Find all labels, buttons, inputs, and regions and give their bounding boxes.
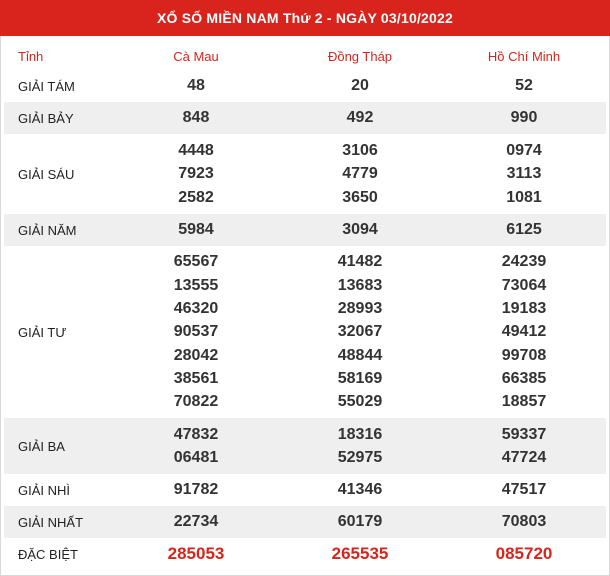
prize-cell-ca-mau [114, 214, 278, 246]
winning-number: 22734 [173, 513, 219, 531]
winning-number: 13683 [337, 276, 383, 294]
winning-number: 085720 [495, 544, 553, 564]
prize-cell-ho-chi-minh [442, 418, 606, 474]
winning-number: 1081 [506, 188, 542, 206]
winning-number: 3094 [342, 221, 378, 239]
prize-row [4, 134, 606, 214]
winning-number: 55029 [337, 393, 383, 411]
prize-name: GIẢI BẢY [18, 110, 74, 126]
prize-row [4, 214, 606, 246]
winning-number: 18316 [337, 425, 383, 443]
prize-name: GIẢI NĂM [18, 222, 77, 238]
winning-number: 70822 [173, 393, 219, 411]
prize-cell-ho-chi-minh [442, 102, 606, 134]
prize-name: GIẢI NHẤT [18, 514, 84, 530]
winning-number: 59337 [501, 425, 547, 443]
prize-name: ĐẶC BIỆT [18, 546, 78, 562]
prize-name: GIẢI BA [18, 438, 65, 454]
winning-number: 66385 [501, 369, 547, 387]
prize-cell-ca-mau [114, 506, 278, 538]
prize-row [4, 70, 606, 102]
winning-number: 18857 [501, 393, 547, 411]
winning-number: 3650 [342, 188, 378, 206]
prize-name: GIẢI SÁU [18, 166, 75, 182]
winning-number: 38561 [173, 369, 219, 387]
prize-row [4, 246, 606, 418]
prize-cell-dong-thap [278, 474, 442, 506]
prize-cell-ca-mau [114, 102, 278, 134]
winning-number: 285053 [167, 544, 225, 564]
prize-row [4, 474, 606, 506]
prize-cell-ho-chi-minh [442, 134, 606, 214]
winning-number: 3106 [342, 142, 378, 160]
winning-number: 5984 [178, 221, 214, 239]
prize-cell-ho-chi-minh [442, 246, 606, 418]
prize-row [4, 506, 606, 538]
winning-number: 2582 [178, 188, 214, 206]
column-header-ho-chi-minh: Hồ Chí Minh [487, 48, 561, 64]
winning-number: 28993 [337, 300, 383, 318]
prize-cell-dong-thap [278, 102, 442, 134]
prize-cell-ca-mau [114, 70, 278, 102]
winning-number: 58169 [337, 369, 383, 387]
winning-number: 4448 [178, 142, 214, 160]
prize-cell-dong-thap [278, 418, 442, 474]
winning-number: 990 [510, 109, 538, 127]
winning-number: 24239 [501, 253, 547, 271]
column-header-ca-mau: Cà Mau [173, 48, 219, 64]
winning-number: 6125 [506, 221, 542, 239]
winning-number: 32067 [337, 323, 383, 341]
winning-number: 47517 [501, 481, 547, 499]
winning-number: 19183 [501, 300, 547, 318]
winning-number: 492 [346, 109, 374, 127]
prize-cell-ca-mau [114, 474, 278, 506]
results-table [4, 42, 606, 570]
winning-number: 46320 [173, 300, 219, 318]
prize-name: GIẢI TƯ [18, 324, 67, 340]
prize-cell-ca-mau [114, 418, 278, 474]
winning-number: 3113 [506, 165, 542, 183]
winning-number: 848 [182, 109, 210, 127]
winning-number: 48 [187, 77, 205, 95]
table-header-row [4, 42, 606, 70]
winning-number: 52975 [337, 449, 383, 466]
winning-number: 65567 [173, 253, 219, 271]
page-title: XỔ SỐ MIỀN NAM Thứ 2 - NGÀY 03/10/2022 [0, 0, 610, 36]
winning-number: 06481 [173, 449, 219, 466]
column-header-dong-thap: Đồng Tháp [327, 48, 393, 64]
winning-number: 52 [515, 77, 533, 95]
prize-rows [4, 70, 606, 570]
winning-number: 48844 [337, 346, 383, 364]
prize-cell-dong-thap [278, 70, 442, 102]
winning-number: 73064 [501, 276, 547, 294]
prize-cell-dong-thap [278, 214, 442, 246]
prize-cell-ho-chi-minh [442, 474, 606, 506]
column-header-province: Tỉnh [18, 48, 44, 64]
winning-number: 13555 [173, 276, 219, 294]
winning-number: 49412 [501, 323, 547, 341]
winning-number: 70803 [501, 513, 547, 531]
prize-cell-dong-thap [278, 246, 442, 418]
winning-number: 47724 [501, 449, 547, 466]
winning-number: 99708 [501, 346, 547, 364]
winning-number: 60179 [337, 513, 383, 531]
prize-row [4, 102, 606, 134]
winning-number: 41482 [337, 253, 383, 271]
prize-cell-dong-thap [278, 134, 442, 214]
prize-row [4, 418, 606, 474]
prize-cell-ho-chi-minh [442, 538, 606, 570]
winning-number: 4779 [342, 165, 378, 183]
winning-number: 20 [351, 77, 369, 95]
prize-cell-ho-chi-minh [442, 506, 606, 538]
winning-number: 265535 [331, 544, 389, 564]
prize-name: GIẢI TÁM [18, 78, 75, 94]
prize-cell-dong-thap [278, 506, 442, 538]
prize-cell-ho-chi-minh [442, 70, 606, 102]
winning-number: 41346 [337, 481, 383, 499]
winning-number: 0974 [506, 142, 542, 160]
winning-number: 91782 [173, 481, 219, 499]
winning-number: 47832 [173, 425, 219, 443]
prize-row [4, 538, 606, 570]
prize-cell-ho-chi-minh [442, 214, 606, 246]
prize-name: GIẢI NHÌ [18, 482, 71, 498]
prize-cell-dong-thap [278, 538, 442, 570]
prize-cell-ca-mau [114, 134, 278, 214]
winning-number: 28042 [173, 346, 219, 364]
prize-cell-ca-mau [114, 246, 278, 418]
winning-number: 90537 [173, 323, 219, 341]
winning-number: 7923 [178, 165, 214, 183]
prize-cell-ca-mau [114, 538, 278, 570]
